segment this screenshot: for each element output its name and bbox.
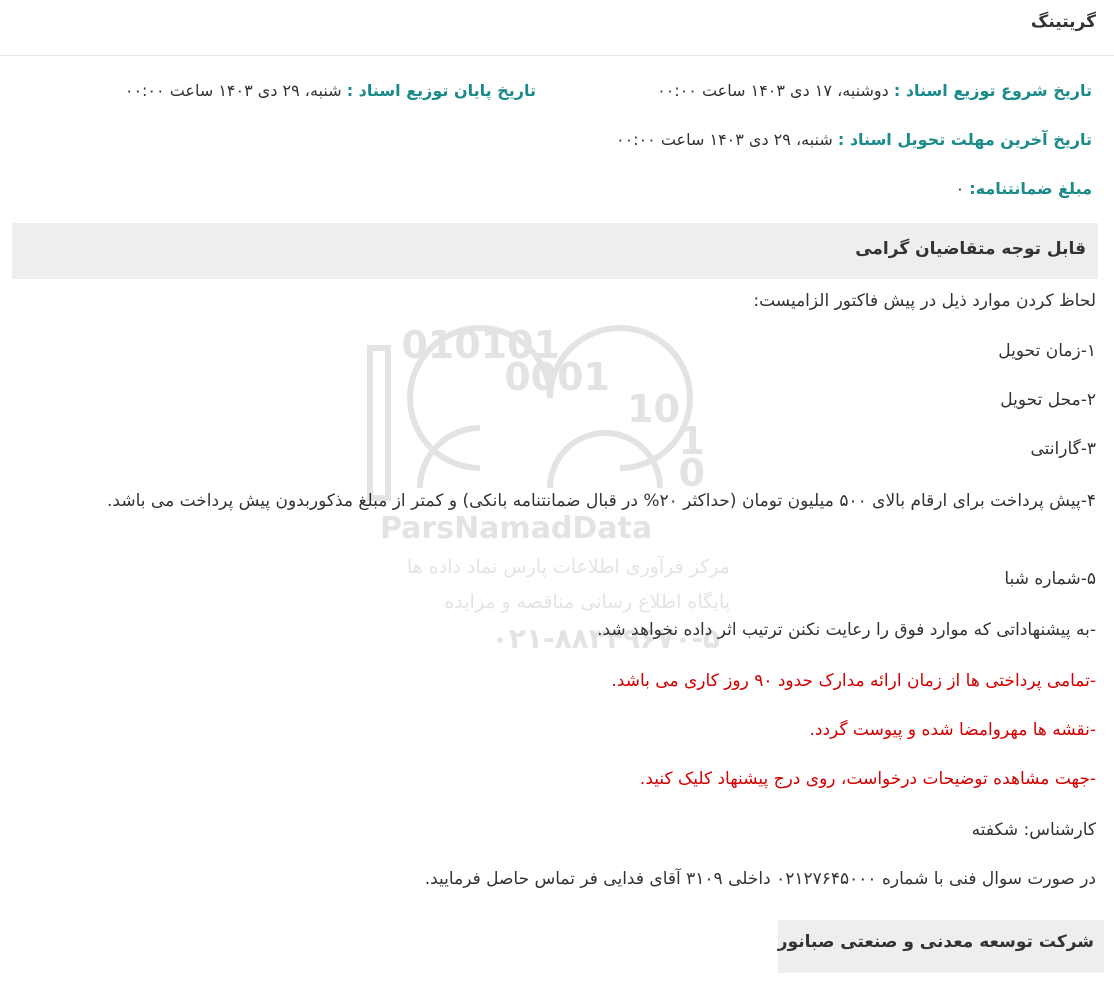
deadline-row	[616, 130, 1092, 149]
page-title: گریتینگ	[1030, 12, 1096, 32]
company-box	[778, 920, 1104, 973]
notice-title: قابل توجه متقاضیان گرامی	[855, 239, 1086, 259]
note-text: -به پیشنهاداتی که موارد فوق را رعایت نکنن ترتیب اثر داده نخواهد شد.	[597, 620, 1096, 640]
watermark-brand: ParsNamadData	[380, 511, 653, 546]
watermark-line1: مرکز فرآوری اطلاعات پارس نماد داده ها	[406, 556, 730, 578]
guarantee-value: ۰	[955, 179, 965, 198]
alert-text: -جهت مشاهده توضیحات درخواست، روی درج پیشنهاد کلیک کنید.	[639, 769, 1096, 789]
list-item: ۱-زمان تحویل	[998, 341, 1096, 361]
watermark-digits-5: 0	[678, 451, 705, 495]
end-date-row	[125, 81, 536, 100]
deadline-value: شنبه، ۲۹ دی ۱۴۰۳ ساعت ۰۰:۰۰	[615, 130, 833, 149]
watermark-phone: ۰۲۱-۸۸۳۴۹۶۷۰-۵	[491, 622, 720, 655]
end-date-label: تاریخ پایان توزیع اسناد :	[346, 81, 536, 100]
deadline-label: تاریخ آخرین مهلت تحویل اسناد :	[837, 130, 1092, 149]
watermark-digits-3: 10	[627, 387, 680, 431]
start-date-label: تاریخ شروع توزیع اسناد :	[893, 81, 1092, 100]
guarantee-row	[956, 179, 1092, 198]
expert-text: کارشناس: شکفته	[971, 820, 1096, 840]
start-date-value: دوشنبه، ۱۷ دی ۱۴۰۳ ساعت ۰۰:۰۰	[657, 81, 889, 100]
list-item: ۵-شماره شبا	[1004, 569, 1096, 589]
notice-header	[12, 223, 1098, 279]
list-item: ۳-گارانتی	[1030, 439, 1096, 459]
alert-text: -تمامی پرداختی ها از زمان ارائه مدارک حدود ۹۰ روز کاری می باشد.	[611, 671, 1096, 691]
intro-text: لحاظ کردن موارد ذیل در پیش فاکتور الزامیست:	[753, 291, 1096, 311]
watermark-digits-4: 1	[678, 419, 705, 463]
watermark-line2: پایگاه اطلاع رسانی مناقصه و مزایده	[444, 591, 730, 613]
list-item: ۴-پیش پرداخت برای ارقام بالای ۵۰۰ میلیون تومان (حداکثر ۲۰% در قبال ضمانتنامه بانکی) و کمتر از مبلغ مذکوربدون پیش پرداخت می باشد.	[107, 491, 1096, 511]
alert-text: -نقشه ها مهروامضا شده و پیوست گردد.	[809, 720, 1096, 740]
start-date-row	[657, 81, 1092, 100]
guarantee-label: مبلغ ضمانتنامه:	[969, 179, 1092, 198]
list-item: ۲-محل تحویل	[1000, 390, 1096, 410]
end-date-value: شنبه، ۲۹ دی ۱۴۰۳ ساعت ۰۰:۰۰	[124, 81, 342, 100]
company-name: شرکت توسعه معدنی و صنعتی صبانور	[777, 932, 1094, 952]
header-divider	[0, 55, 1114, 56]
contact-text: در صورت سوال فنی با شماره ۰۲۱۲۷۶۴۵۰۰۰ داخلی ۳۱۰۹ آقای فدایی فر تماس حاصل فرمایید.	[424, 869, 1096, 889]
watermark-digits-2: 0001	[504, 355, 610, 399]
watermark-digits-1: 010101	[401, 323, 560, 367]
